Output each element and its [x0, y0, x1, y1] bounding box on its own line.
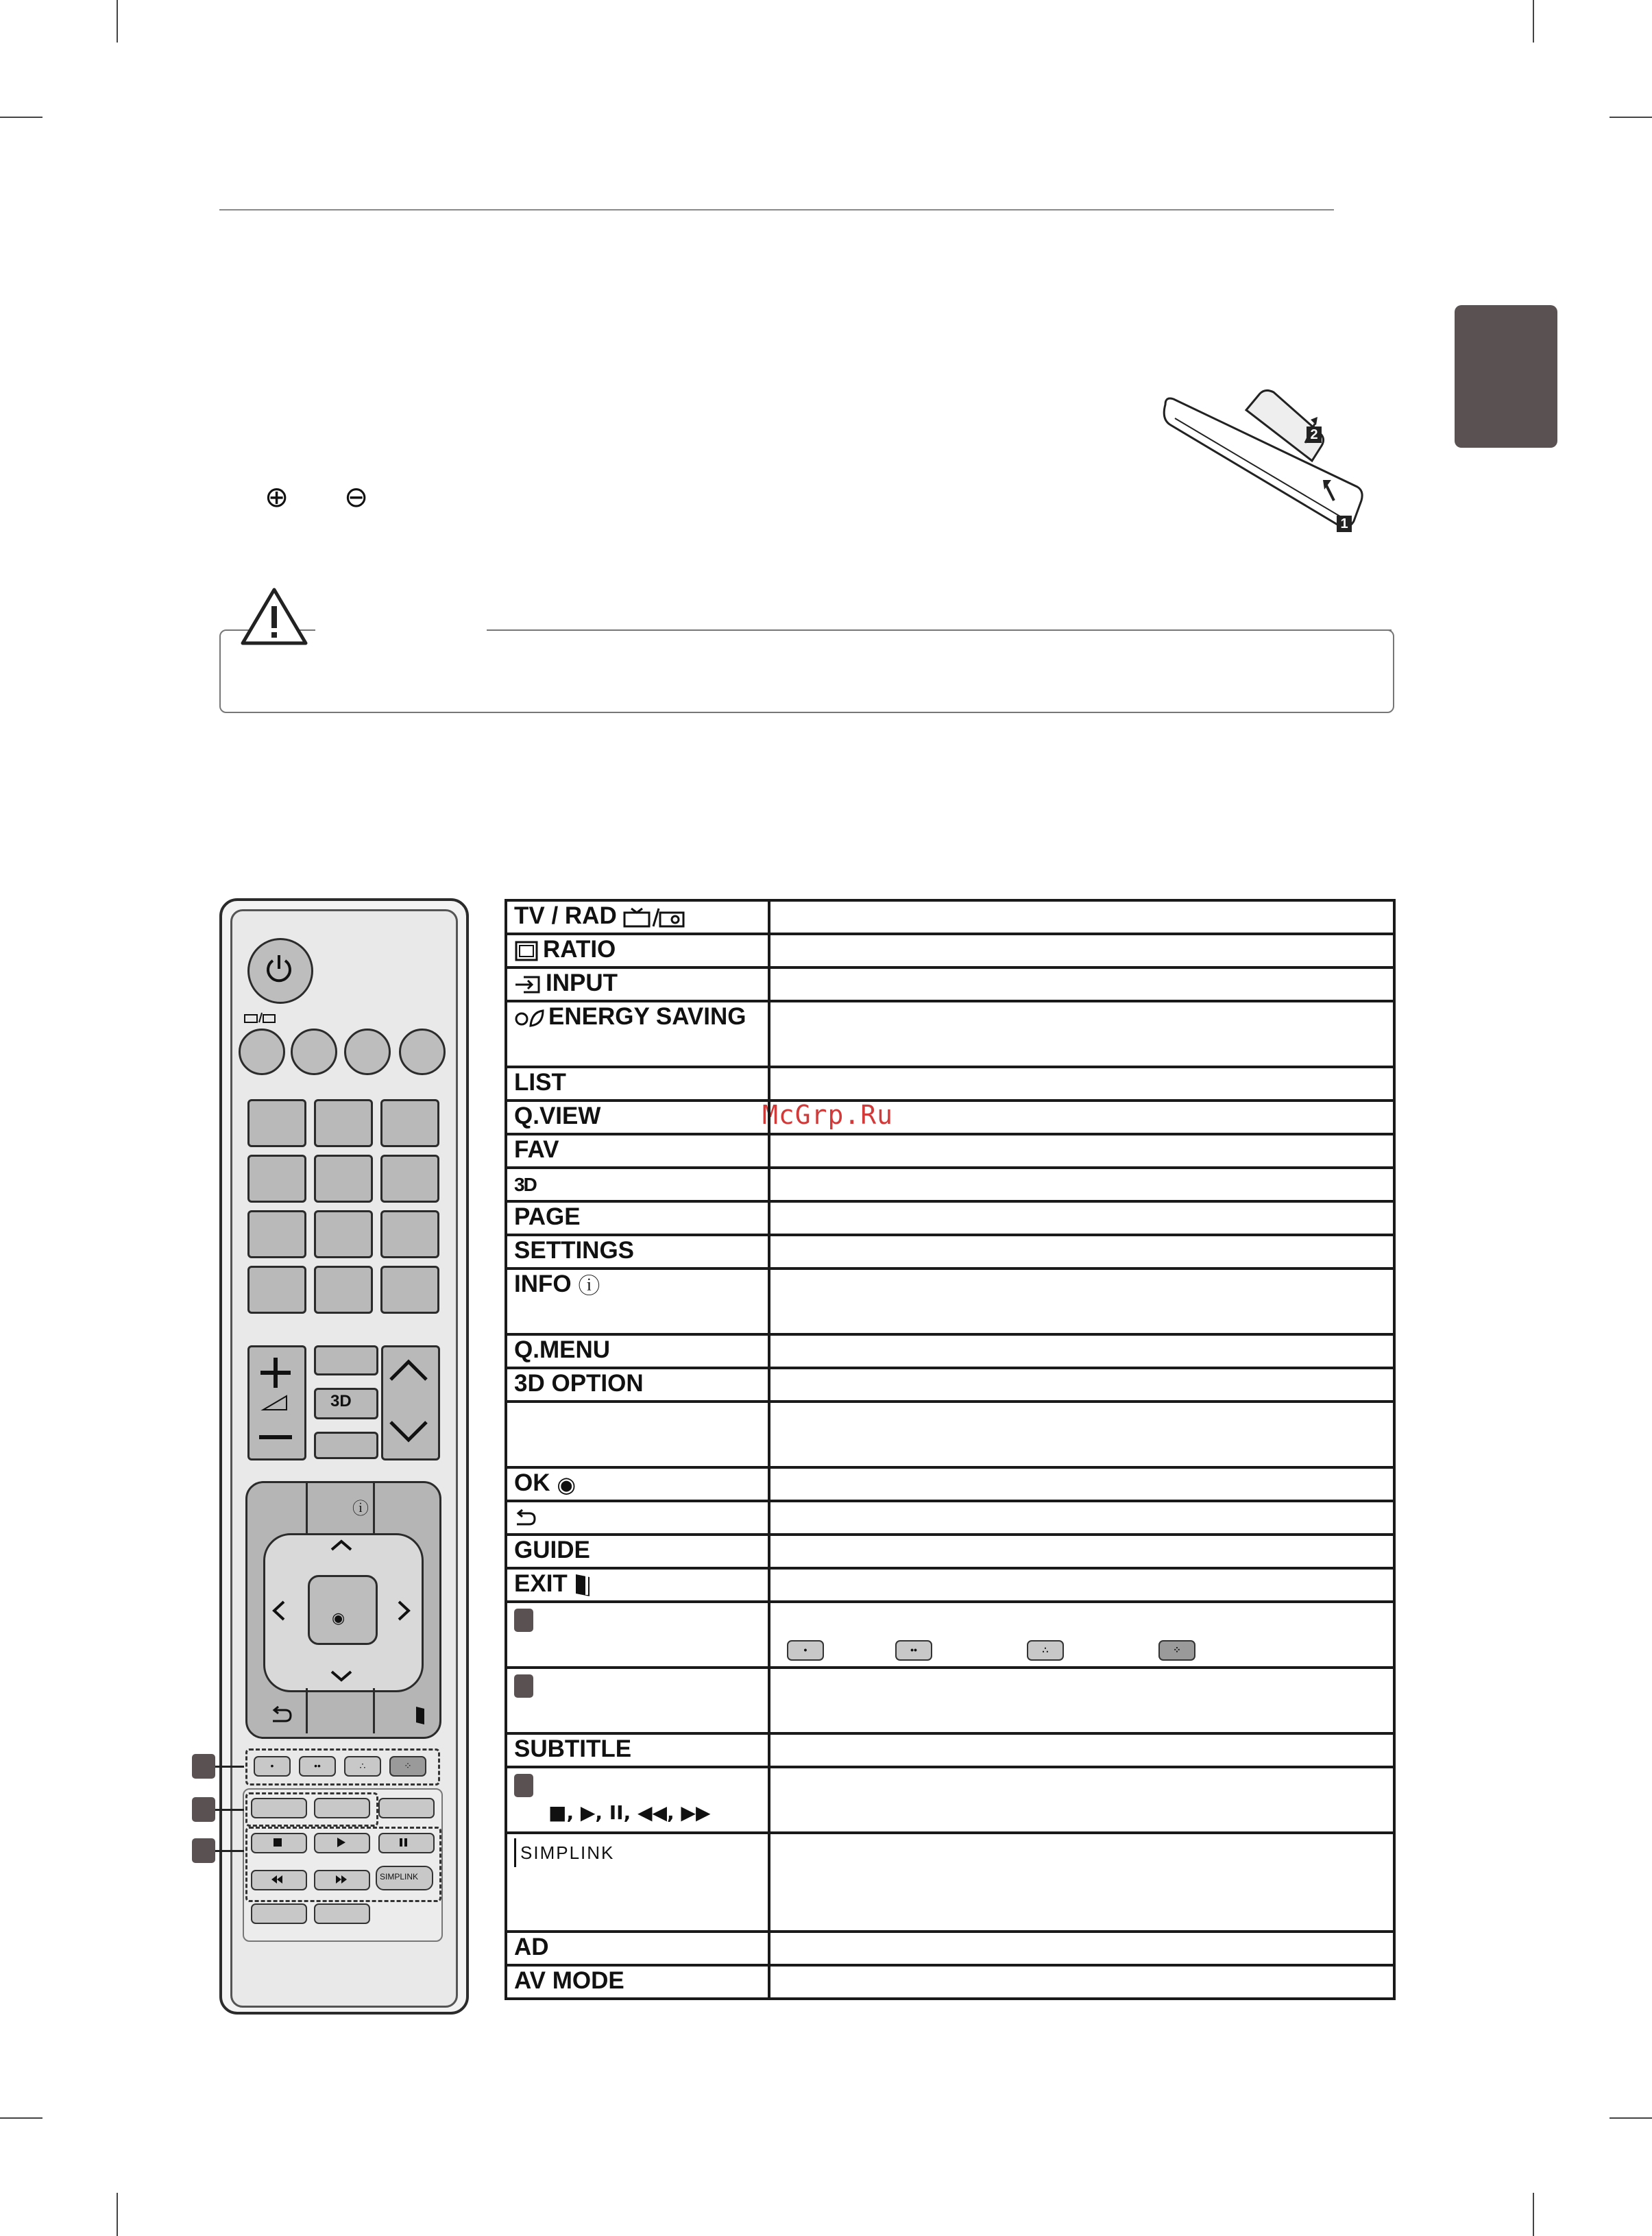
ratio-icon: [514, 940, 539, 962]
battery-step-2: 2: [1307, 426, 1322, 443]
remote-keys-table: TV / RAD RATIO INPUT ENERGY SAVING LIST Q.VIEW FAV 3D PAGE SETTINGS INFO ⓘ Q.MENU 3D OPTION OK ◉ GUIDE EXIT • •• ∴ ⁘ SUBTITLE ■, ▶, II, ◀◀, ▶▶ SIMPLINK AD AV MODE: [505, 899, 1396, 2000]
volume-icon: [255, 1354, 296, 1450]
tv-radio-icon: [623, 907, 685, 928]
exit-icon: [574, 1573, 591, 1598]
marker-3-icon: [192, 1838, 215, 1863]
nav-divider: [306, 1688, 308, 1733]
tv-rad-button: [239, 1029, 285, 1075]
color-key-green: ••: [299, 1756, 336, 1777]
input-button: [344, 1029, 391, 1075]
marker-line: [215, 1809, 244, 1811]
info-key-label: ⓘ: [352, 1499, 369, 1518]
caution-heading-rule: [487, 629, 1392, 631]
crop-mark: [1610, 117, 1652, 118]
marker-line: [215, 1850, 244, 1852]
number-key: [380, 1210, 439, 1258]
color-key-blue: ⁘: [389, 1756, 426, 1777]
polarity-plus: ⊕: [265, 480, 289, 514]
ad-key: [251, 1903, 307, 1924]
header-rule: [219, 209, 1334, 211]
color-key-red: •: [254, 1756, 291, 1777]
caution-box: [219, 629, 1394, 713]
exit-icon: [415, 1706, 425, 1725]
dpad-arrows-icon: [263, 1533, 420, 1688]
3d-icon: 3D: [514, 1173, 536, 1195]
marker-3-icon: [514, 1774, 533, 1797]
number-key: [247, 1099, 306, 1147]
number-key: [247, 1155, 306, 1203]
channel-icon: [387, 1356, 430, 1445]
crop-mark: [1533, 0, 1534, 43]
color-key-red-icon: •: [787, 1640, 824, 1661]
playback-keys: ■, ▶, II, ◀◀, ▶▶: [548, 1801, 711, 1824]
teletext-option-key: [314, 1798, 370, 1818]
simplink-icon: SIMPLINK: [514, 1838, 614, 1867]
number-key: [247, 1266, 306, 1314]
crop-mark: [1533, 2193, 1534, 2236]
marker-2-icon: [514, 1674, 533, 1698]
number-key: [314, 1266, 373, 1314]
crop-mark: [0, 2117, 42, 2119]
av-mode-key: [314, 1903, 370, 1924]
marker-line: [215, 1766, 244, 1768]
crop-mark: [117, 2193, 118, 2236]
number-key: [380, 1155, 439, 1203]
ok-icon: ◉: [557, 1471, 576, 1498]
nav-divider: [373, 1688, 375, 1733]
color-key-blue-icon: ⁘: [1158, 1640, 1195, 1661]
number-key: [314, 1210, 373, 1258]
energy-saving-icon: [514, 1008, 544, 1029]
subtitle-key: [378, 1798, 435, 1818]
teletext-key: [251, 1798, 307, 1818]
ok-key-label: ◉: [332, 1610, 345, 1627]
input-icon: [514, 974, 542, 995]
marker-1-icon: [192, 1754, 215, 1779]
color-key-green-icon: ••: [895, 1640, 932, 1661]
warning-icon: [240, 587, 308, 646]
crop-mark: [1610, 2117, 1652, 2119]
crop-mark: [0, 117, 42, 118]
number-key: [380, 1099, 439, 1147]
nav-divider: [373, 1483, 375, 1534]
crop-mark: [117, 0, 118, 43]
back-icon: [514, 1509, 536, 1527]
info-icon: ⓘ: [578, 1272, 600, 1299]
number-key: [314, 1155, 373, 1203]
nav-divider: [306, 1483, 308, 1534]
chapter-tab: [1455, 305, 1557, 448]
marker-1-icon: [514, 1609, 533, 1632]
list-key: [314, 1345, 378, 1375]
polarity-minus: ⊖: [344, 480, 369, 514]
watermark: McGrp.Ru: [762, 1100, 894, 1130]
mute-key: [314, 1432, 378, 1459]
power-icon: [262, 952, 296, 987]
color-key-yellow-icon: ∴: [1027, 1640, 1064, 1661]
tv-radio-icon: [244, 1012, 276, 1023]
simplink-key-label: SIMPLINK: [380, 1872, 419, 1882]
energy-saving-button: [399, 1029, 446, 1075]
number-key: [247, 1210, 306, 1258]
number-key: [380, 1266, 439, 1314]
marker-2-icon: [192, 1797, 215, 1822]
3d-key-label: 3D: [330, 1392, 352, 1410]
back-icon: [270, 1706, 292, 1724]
playback-symbols-icon: [251, 1833, 432, 1890]
battery-step-1: 1: [1337, 516, 1352, 532]
key-cell: TV / RAD: [506, 900, 769, 934]
color-key-yellow: ∴: [344, 1756, 381, 1777]
ratio-button: [291, 1029, 337, 1075]
number-key: [314, 1099, 373, 1147]
